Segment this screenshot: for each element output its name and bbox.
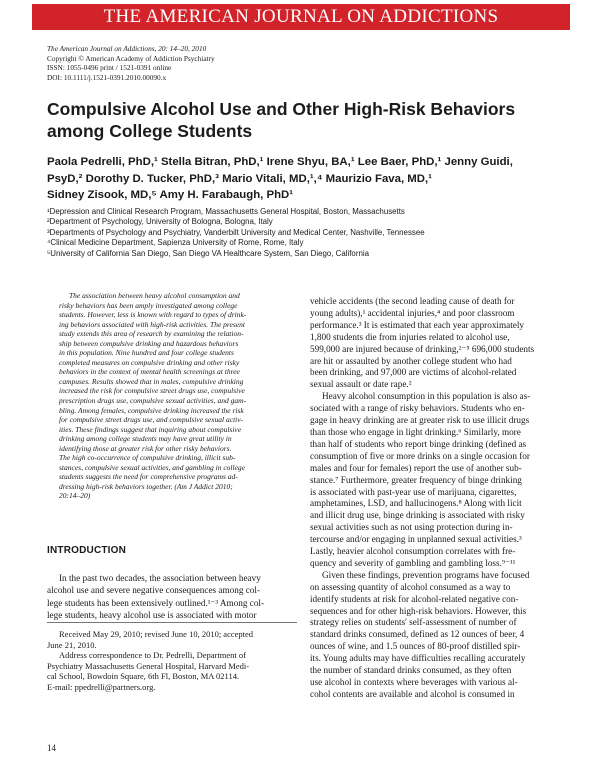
abstract-line: campuses. Results showed that in males, compulsive drinking — [59, 376, 244, 386]
title-line: Compulsive Alcohol Use and Other High-Risk Behaviors — [47, 99, 516, 119]
issn-line: ISSN: 1055-0496 print / 1521-0391 online — [47, 63, 172, 73]
affiliation: ²Department of Psychology, University of Bologna, Bologna, Italy — [47, 217, 273, 227]
affiliation-list — [47, 207, 577, 259]
abstract-line: ship between compulsive drinking and hazardous behaviors — [59, 338, 239, 348]
body-line: been drinking, and 97,000 are victims of alcohol-related — [310, 367, 517, 378]
copyright-line: Copyright © American Academy of Addiction Psychiatry — [47, 53, 215, 63]
footnote-line: Received May 29, 2010; revised June 10, 2010; accepted — [59, 629, 254, 639]
abstract-line: ities. These findings suggest that inquiring about compulsive — [59, 424, 242, 434]
affiliation: ³Departments of Psychology and Psychiatry, Vanderbilt University and Medical Center, Nashville, Tennessee — [47, 227, 425, 237]
body-line: the number of standard drinks consumed, as they often — [310, 665, 512, 676]
body-line: stance.⁷ Furthermore, greater frequency of binge drinking — [310, 474, 522, 485]
body-line: and illicit drug use, binge drinking is associated with risky — [310, 510, 525, 521]
title-line: among College Students — [47, 120, 253, 141]
footnote-line: Psychiatry Massachusetts General Hospital, Harvard Medi- — [47, 660, 250, 671]
body-line: cohol contents are available and alcohol is consumed in — [310, 688, 515, 699]
footnote-divider — [47, 622, 297, 623]
affiliation: ¹Depression and Clinical Research Program, Massachusetts General Hospital, Boston, Massachusetts — [47, 207, 405, 216]
right-column-text — [310, 296, 560, 701]
author-line: PsyD,² Dorothy D. Tucker, PhD,³ Mario Vitali, MD,¹,⁴ Maurizio Fava, MD,¹ — [47, 172, 432, 185]
abstract-line: drinking among college students may have great utility in — [59, 434, 232, 444]
body-line: than half of students who report binge drinking (defined as — [310, 438, 527, 449]
abstract-line: risky behaviors has been amply investigated among college — [59, 300, 238, 310]
footnote-line: June 21, 2010. — [47, 639, 97, 650]
abstract-line: in this population. Nine hundred and four college students — [59, 348, 234, 358]
body-line: amphetamines, LSD, and hallucinogens.⁸ Along with licit — [310, 498, 522, 509]
journal-banner: THE AMERICAN JOURNAL ON ADDICTIONS — [32, 4, 570, 30]
article-title — [47, 99, 547, 142]
body-line: consumption of five or more drinks on a single occasion for — [310, 450, 530, 461]
abstract-line: completed measures on compulsive drinking and other risky — [59, 357, 240, 367]
body-line: use alcohol in contexts where beverages with various al- — [310, 677, 518, 687]
abstract-line: students suggests the need for comprehensive programs ad- — [59, 472, 238, 482]
affiliation: ⁵University of California San Diego, San Diego VA Healthcare System, San Diego, California — [47, 248, 369, 258]
journal-citation: The American Journal on Addictions, 20: 14–20, 2010 — [47, 44, 207, 53]
abstract-line: identifying those at greater risk for other risky behaviors. — [59, 443, 232, 453]
abstract-line: The association between heavy alcohol consumption and — [69, 291, 240, 300]
correspondence-footnote — [47, 629, 299, 692]
author-line: Sidney Zisook, MD,⁵ Amy H. Farabaugh, PhD¹ — [47, 189, 294, 201]
abstract-line: behaviors in the context of mental health screenings at three — [59, 367, 240, 377]
body-line: lege students, heavy alcohol use is associated with motor — [47, 609, 257, 620]
body-line: In the past two decades, the association between heavy — [59, 573, 261, 583]
body-line: Given these findings, prevention programs have focused — [322, 569, 530, 580]
abstract-line: study extends this area of research by examining the relation- — [59, 329, 244, 339]
body-line: its. Young adults may have difficulties recalling accurately — [310, 653, 526, 664]
abstract-line: The high co-occurrence of compulsive drinking, illicit sub- — [59, 453, 236, 463]
body-line: tercourse and/or engaging in unplanned sexual activities.³ — [310, 534, 522, 545]
abstract-line: increased the risk for compulsive street drugs use, compulsive — [59, 386, 245, 396]
abstract-line: prescription drugs use, compulsive sexual activities, and gam- — [59, 396, 246, 406]
affiliation: ⁴Clinical Medicine Department, Sapienza University of Rome, Rome, Italy — [47, 238, 304, 248]
abstract — [59, 291, 287, 501]
body-line: on assessing quantity of alcohol consumed as a way to — [310, 581, 511, 592]
body-line: strategy relies on students' self-assessment of number of — [310, 617, 517, 628]
body-line: 599,000 are injured because of drinking,²⁻⁵ 696,000 students — [310, 343, 535, 354]
doi-line[interactable]: DOI: 10.1111/j.1521-0391.2010.00090.x — [47, 72, 167, 82]
body-line: performance.³ It is estimated that each year approximately — [310, 319, 524, 330]
introduction-heading: INTRODUCTION — [47, 545, 127, 556]
body-line: are hit or assaulted by another college student who had — [310, 355, 512, 366]
author-list — [47, 154, 577, 204]
body-line: 1,800 students die from injuries related to alcohol use, — [310, 331, 510, 342]
body-line: young adults),¹ accidental injuries,⁴ and poor classroom — [310, 307, 515, 318]
introduction-text — [47, 572, 297, 621]
body-line: identify students at risk for alcohol-related negative con- — [310, 593, 519, 604]
author-line: Paola Pedrelli, PhD,¹ Stella Bitran, PhD,¹ Irene Shyu, BA,¹ Lee Baer, PhD,¹ Jenny Guidi, — [47, 156, 513, 168]
body-line: sexual activities such as not using protection during in- — [310, 522, 513, 533]
footnote-line: Address correspondence to Dr. Pedrelli, Department of — [59, 650, 246, 660]
body-line: sociated with a range of risky behaviors. Students who en- — [310, 403, 525, 414]
body-line: than those who engage in light drinking.⁶ Similarly, more — [310, 426, 521, 437]
abstract-line: for compulsive street drugs use, and compulsive sexual activ- — [59, 415, 244, 425]
body-line: sexual assault or date rape.² — [310, 379, 412, 390]
page-number: 14 — [47, 743, 56, 753]
body-line: Lastly, heavier alcohol consumption correlates with fre- — [310, 546, 516, 557]
body-line: quency and severity of gambling and gambling loss.⁹⁻¹¹ — [310, 557, 516, 568]
body-line: lege students has been extensively outlined.¹⁻³ Among col- — [47, 597, 265, 608]
body-line: ounces of wine, and 1.5 ounces of 80-proof distilled spir- — [310, 641, 521, 652]
abstract-line: 20:14–20) — [59, 491, 91, 501]
body-line: standard drinks consumed, defined as 12 ounces of beer, 4 — [310, 629, 525, 640]
body-line: is associated with past-year use of marijuana, cigarettes, — [310, 486, 517, 497]
body-line: males and four for females) report the use of another sub- — [310, 462, 522, 473]
abstract-line: students. However, less is known with regard to types of drink- — [59, 310, 247, 320]
abstract-line: stances, compulsive sexual activities, and gambling in college — [59, 462, 245, 472]
footnote-line[interactable]: E-mail: ppedrelli@partners.org. — [47, 681, 156, 692]
body-line: sequences and for other high-risk behaviors. However, this — [310, 605, 527, 616]
footnote-line: cal School, Bowdoin Square, 6th Fl, Boston, MA 02114. — [47, 671, 240, 681]
body-line: Heavy alcohol consumption in this population is also as- — [322, 391, 531, 402]
abstract-line: dressing high-risk behaviors together. (Am J Addict 2010; — [59, 481, 233, 491]
body-line: vehicle accidents (the second leading cause of death for — [310, 296, 515, 306]
body-line: gage in heavy drinking are at greater risk to use illicit drugs — [310, 415, 530, 426]
citation-metadata — [47, 44, 215, 82]
abstract-line: bling. Among females, compulsive drinking increased the risk — [59, 405, 244, 415]
abstract-line: ing behaviors associated with high-risk activities. The present — [59, 319, 245, 329]
body-line: alcohol use and severe negative consequences among col- — [47, 585, 261, 596]
